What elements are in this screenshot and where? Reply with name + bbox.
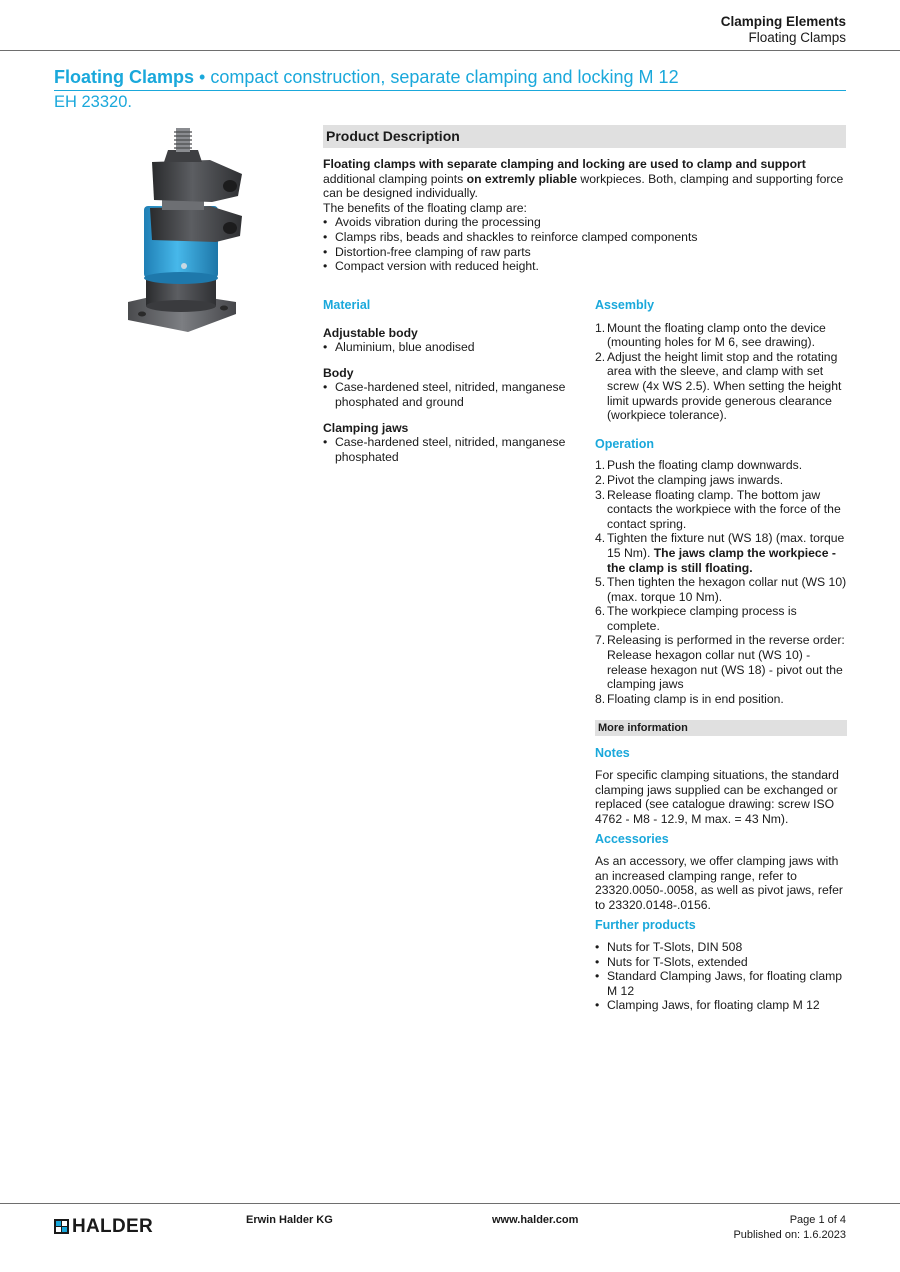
page-title [54,67,846,88]
footer-company: Erwin Halder KG [246,1214,333,1226]
list-item: • Avoids vibration during the processing [323,215,846,230]
accessories-heading: Accessories [595,832,669,847]
step-text: Then tighten the hexagon collar nut (WS 10) (max. torque 10 Nm). [607,575,847,604]
step-text: Tighten the fixture nut (WS 18) (max. torque 15 Nm). [607,531,845,560]
step-number: 8. [595,691,606,706]
further-products-list [595,940,847,1013]
list-item [595,321,847,350]
header-divider [0,50,900,51]
title-main: Floating Clamps [54,67,195,87]
title-underline [54,90,846,91]
halder-logo-text: HALDER [72,1216,153,1237]
step-text: Mount the floating clamp onto the device (mounting holes for M 6, see drawing). [607,320,826,350]
list-item: • Distortion-free clamping of raw parts [323,245,846,260]
material-group-title: Clamping jaws [323,420,409,435]
footer-website-link[interactable]: www.halder.com [492,1214,579,1226]
list-item [595,488,847,532]
operation-steps [595,458,847,706]
step-number: 4. [595,531,606,546]
list-item [595,604,847,633]
assembly-heading: Assembly [595,298,655,312]
material-section [323,298,573,464]
header-category: Clamping Elements [720,14,846,29]
further-products-heading: Further products [595,918,696,933]
accessories-text: As an accessory, we offer clamping jaws with an increased clamping range, refer to 23320.0050-.0058, as well as pivot jaws, refer to 23320.0148-.0156. [595,854,843,912]
footer-divider [0,1203,900,1204]
intro-text-2: workpieces. Both, clamping and supporting force can be designed individually. [323,171,844,201]
list-item [595,692,847,707]
step-text: Release floating clamp. The bottom jaw contacts the workpiece with the force of the contact spring. [607,487,841,531]
operation-heading: Operation [595,436,655,451]
header-category-block [721,14,846,46]
material-group-title: Body [323,365,354,380]
intro-bold-2: on extremly pliable [466,171,578,186]
list-item [595,350,847,423]
material-heading: Material [323,298,371,312]
list-item: • Compact version with reduced height. [323,259,846,274]
benefits-list [323,215,846,273]
step-text: Adjust the height limit stop and the rotating area with the sleeve, and clamp with set screw (4x WS 2.5). When setting the height limit upwards provide generous clearance (workpiece tolerance). [607,349,842,423]
step-text: The workpiece clamping process is complete. [607,604,797,633]
further-product-link[interactable]: • Nuts for T-Slots, DIN 508 [595,940,847,955]
intro-text-1: additional clamping points [323,171,467,186]
notes-text: For specific clamping situations, the standard clamping jaws supplied can be exchanged or replaced (see catalogue drawing: screw ISO 4762 - M8 - 12.9, M max. = 43 Nm). [595,768,839,826]
list-item: • Case-hardened steel, nitrided, manganese phosphated [323,435,573,464]
product-description-body [323,157,846,274]
step-number: 1. [595,458,606,473]
further-product-link[interactable]: • Standard Clamping Jaws, for floating clamp M 12 [595,969,847,998]
benefits-intro: The benefits of the floating clamp are: [323,200,527,215]
list-item [595,633,847,691]
more-information-heading: More information [595,720,847,736]
title-separator: • [194,67,211,87]
intro-bold-1: Floating clamps with separate clamping and locking are used to clamp and support [323,157,806,171]
list-item: • Case-hardened steel, nitrided, manganese phosphated and ground [323,380,573,409]
product-description-intro [323,157,846,201]
list-item: • Clamps ribs, beads and shackles to reinforce clamped components [323,230,846,245]
published-date: Published on: 1.6.2023 [733,1228,846,1241]
halder-logo-icon [54,1219,69,1234]
step-number: 1. [595,320,606,335]
list-item [595,458,847,473]
title-rest: compact construction, separate clamping and locking M 12 [210,67,679,87]
step-text: Releasing is performed in the reverse order: Release hexagon collar nut (WS 10) - release hexagon nut (WS 18) - pivot out the clamping jaws [607,633,845,692]
step-number: 7. [595,633,606,648]
step-number: 5. [595,575,606,590]
step-number: 2. [595,349,606,364]
footer-page-info [733,1213,846,1242]
page-number: Page 1 of 4 [789,1214,846,1226]
right-column [595,298,847,1013]
step-text: Floating clamp is in end position. [607,691,784,706]
list-item [595,531,847,575]
further-product-link[interactable]: • Clamping Jaws, for floating clamp M 12 [595,998,847,1013]
product-code: EH 23320. [54,93,132,111]
halder-logo [54,1218,153,1235]
product-image [118,124,250,338]
list-item: • Aluminium, blue anodised [323,340,573,355]
list-item [595,575,847,604]
step-number: 3. [595,487,606,502]
header-subcategory: Floating Clamps [748,30,846,45]
step-text: Pivot the clamping jaws inwards. [607,472,784,487]
notes-heading: Notes [595,746,630,761]
assembly-steps [595,321,847,423]
step-number: 2. [595,472,606,487]
list-item [595,473,847,488]
step-number: 6. [595,604,606,619]
product-description-heading: Product Description [323,125,846,148]
step-bold-text: The jaws clamp the workpiece - the clamp is still floating. [607,545,836,575]
material-group-title: Adjustable body [323,325,418,340]
further-product-link[interactable]: • Nuts for T-Slots, extended [595,955,847,970]
step-text: Push the floating clamp downwards. [607,458,803,473]
